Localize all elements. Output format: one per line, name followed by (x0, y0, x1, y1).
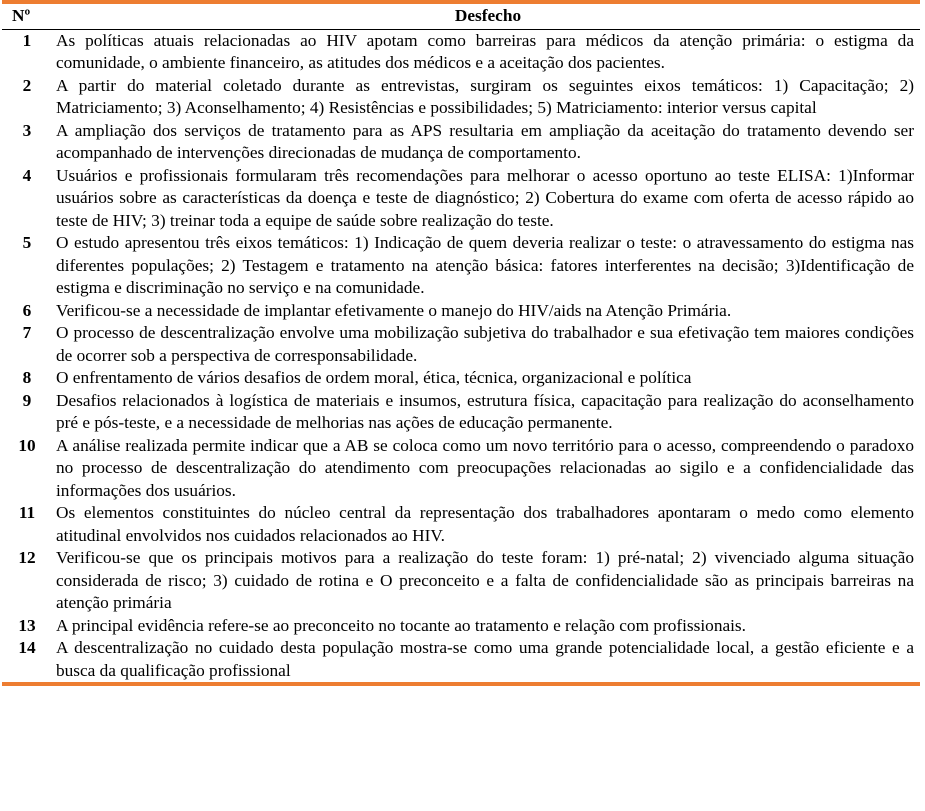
row-number: 10 (18, 435, 36, 455)
row-outcome: As políticas atuais relacionadas ao HIV apotam como barreiras para médicos da atenção primária: o estigma da comunidade, o ambiente financeiro, as atitudes dos médicos e a aceitação dos pacientes. (56, 30, 914, 72)
row-outcome: A partir do material coletado durante as entrevistas, surgiram os seguintes eixos temáticos: 1) Capacitação; 2) Matriciamento; 3) Aconselhamento; 4) Resistências e possibilidades; 5) Matriciamento: interior versus capital (56, 75, 914, 117)
table-row (2, 367, 920, 390)
table-row (2, 75, 920, 120)
row-number: 13 (18, 615, 36, 635)
outcomes-table (2, 4, 920, 682)
header-number: Nº (2, 4, 56, 29)
row-outcome: Verificou-se que os principais motivos para a realização do teste foram: 1) pré-natal; 2) vivenciado alguma situação considerada de risco; 3) cuidado de rotina e O preconceito e a falta de confidencialidade são as principais barreiras na atenção primária (56, 548, 914, 612)
row-outcome: A ampliação dos serviços de tratamento para as APS resultaria em ampliação da aceitação do tratamento devendo ser acompanhado de intervenções direcionadas de mudança de comportamento. (56, 120, 914, 162)
row-outcome: O enfrentamento de vários desafios de ordem moral, ética, técnica, organizacional e política (56, 368, 692, 387)
table-row (2, 165, 920, 233)
row-number: 6 (22, 300, 32, 320)
table-row (2, 300, 920, 323)
table-row (2, 615, 920, 638)
row-number: 11 (18, 503, 36, 522)
row-outcome: O processo de descentralização envolve uma mobilização subjetiva do trabalhador e sua efetivação tem maiores condições de ocorrer sob a perspectiva de corresponsabilidade. (56, 323, 914, 365)
row-outcome: Usuários e profissionais formularam três recomendações para melhorar o acesso oportuno ao teste ELISA: 1)Informar usuários sobre as características da doença e teste de diagnóstico; 2) Cobertura do exame com oferta de acesso rápido ao teste de HIV; 3) treinar toda a equipe de saúde sobre realização do teste. (56, 165, 914, 230)
row-outcome: A principal evidência refere-se ao preconceito no tocante ao tratamento e relação com profissionais. (56, 615, 746, 635)
row-outcome: A descentralização no cuidado desta população mostra-se como uma grande potencialidade local, a gestão eficiente e a busca da qualificação profissional (56, 638, 914, 680)
table-header-row (2, 4, 920, 29)
row-number: 2 (22, 75, 32, 95)
row-outcome: Os elementos constituintes do núcleo central da representação dos trabalhadores apontaram o medo como elemento atitudinal envolvidos nos cuidados relacionados ao HIV. (56, 503, 914, 545)
row-outcome: Verificou-se a necessidade de implantar efetivamente o manejo do HIV/aids na Atenção Primária. (56, 300, 732, 320)
row-number: 4 (22, 165, 32, 185)
table-row (2, 637, 920, 682)
table-row (2, 29, 920, 75)
table-row (2, 322, 920, 367)
row-number: 5 (22, 233, 32, 252)
row-number: 7 (22, 323, 32, 342)
row-number: 8 (22, 368, 32, 387)
row-outcome: A análise realizada permite indicar que a AB se coloca como um novo território para o acesso, compreendendo o paradoxo no processo de descentralização do atendimento com preocupações relacionadas ao sigilo e a confidencialidade das informações dos usuários. (56, 435, 914, 500)
row-number: 12 (18, 548, 36, 567)
row-number: 9 (22, 390, 32, 410)
table-row (2, 502, 920, 547)
header-outcome: Desfecho (56, 4, 920, 29)
row-outcome: O estudo apresentou três eixos temáticos: 1) Indicação de quem deveria realizar o teste: o atravessamento do estigma nas diferentes populações; 2) Testagem e tratamento na atenção básica: fatores interferentes na decisão; 3)Identificação de estigma e discriminação no serviço e na comunidade. (56, 233, 914, 297)
row-number: 14 (18, 638, 36, 657)
row-number: 3 (22, 120, 32, 140)
row-number: 1 (22, 30, 32, 50)
table-row (2, 232, 920, 300)
row-outcome: Desafios relacionados à logística de materiais e insumos, estrutura física, capacitação para realização do aconselhamento pré e pós-teste, e a necessidade de melhorias nas ações de educação permanente. (56, 390, 914, 432)
table-row (2, 390, 920, 435)
table-row (2, 435, 920, 503)
table-row (2, 547, 920, 615)
outcomes-table-container (2, 0, 920, 686)
table-row (2, 120, 920, 165)
